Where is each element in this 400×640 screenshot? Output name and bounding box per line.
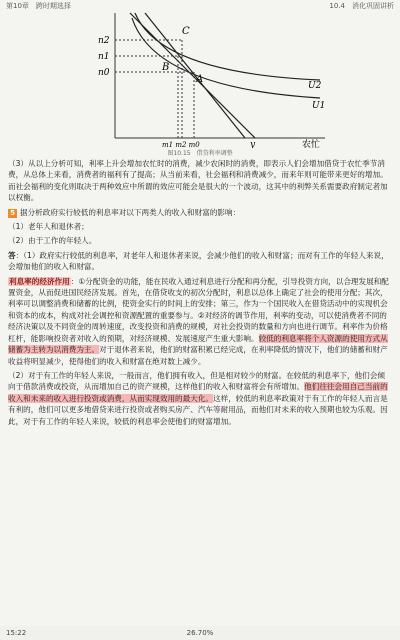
paragraph-interest-role — [8, 276, 392, 367]
label-n2: n2 — [98, 36, 110, 46]
x-axis-title: 农忙 — [302, 140, 321, 148]
budget-line-figure — [70, 8, 340, 148]
answer-block: 答：（1）政府实行较低的利息率，对老年人和退休者来说，会减少他们的收入和财富；而对有工作的年轻人来说，会增加他们的收入和财富。 — [8, 250, 389, 272]
question-line — [8, 207, 392, 218]
young-workers-conclusion: 这样，较低的利息率政策对于有工作的年轻人而言是有利的，他们可以更多地借贷来进行投资或者购买房产、汽车等耐用品，而他们对未来的收入预期也较为乐观。因此，对于有工作的年轻人来说，较低的利息率会使他们的财富增加。 — [8, 393, 388, 426]
question-number-badge: 5 — [8, 209, 17, 218]
figure-caption: 图10.15 借贷利率调整 — [167, 150, 233, 157]
label-n1: n1 — [98, 52, 110, 62]
interest-role-text: ：①分配资金的功能，能在民收入通过利息进行分配和再分配，引导投资方向，以合理发展和配置资金，从而促进国民经济发展。首先，在借贷收支的初次分配时，利息以总体上确定了社会的使用分配；其次，利率可以调整消费和储蓄的比例，使资金实行的时间上的安排；第三，作为一个国民收入在借贷活动中的实现机会和资本的成本，构成对社会调控和资源配置的重要参与。②对经济的调节作用，利率的变动，可以使消费者不同的经济决策以及不同资金的周转速度，改变投资和消费的规模，对社会投资的数量和方向也进行调节。利率作为价格杠杆，能影响投资者对收入的预期，对经济规模、发展速度产生重大影响。 — [8, 276, 389, 343]
retiree-text: 对于退休者来说，他们的财富积累已经完成，在利率降低的情况下，他们的储蓄和财产收益将明显减少，使得他们的收入和财富在绝对数上减少。 — [8, 345, 388, 366]
label-point-c: C — [182, 26, 190, 37]
answer-text: （1）政府实行较低的利息率，对老年人和退休者来说，会减少他们的收入和财富；而对有工作的年轻人来说，会增加他们的收入和财富。 — [8, 250, 389, 272]
question-item-b: （2）由于工作的年轻人。 — [8, 236, 97, 246]
paragraph-young-workers — [8, 370, 392, 427]
clock: 15:22 — [6, 629, 27, 637]
label-point-b: B — [162, 62, 170, 73]
highlight-text-2: 他们往往会用自己当前的收入和未来的收入进行投资或消费，从而实现效用的最大化。 — [8, 382, 388, 403]
indifference-curve-u1 — [132, 18, 320, 98]
answer-label: 答 — [8, 250, 16, 260]
chapter-title: 第10章 跨时期选择 — [6, 2, 71, 10]
young-workers-text: （2）对于有工作的年轻人来说，一般而言，他们拥有收入，但是相对较少的财富。在较低的利息率下，他们会倾向于借款消费或投资，从而增加自己的资产规模，这样他们的收入和财富将会有所增加。 — [8, 370, 385, 392]
document-body — [8, 158, 392, 626]
reading-progress: 26.70% — [186, 629, 214, 637]
budget-line-2 — [145, 13, 245, 138]
highlight-text-1: 较低的利息率将个人资源的使用方式从储蓄为主转为以消费为主。 — [8, 333, 388, 355]
paragraph-conclusion: （3）从以上分析可知，利率上升会增加农忙时的消费，减少农闲时的消费，即表示人们会增加借贷于农忙季节消费，从总体上来看，消费者的福利有了提高；从当前来看，社会福利和消费减少，而来年则可能带来更好的增加。而社会福利的变化则取决于两种效应中所谓的效应可能会是很大的一个波动，这其中的利弊关系需要政府制定者加以权衡。 — [8, 159, 388, 203]
bottom-status-bar — [0, 626, 400, 640]
term-highlight: 利息率的经济作用 — [9, 276, 70, 286]
label-n0: n0 — [98, 68, 110, 78]
question-text: 据分析政府实行较低的利息率对以下两类人的收入和财富的影响： — [20, 207, 241, 217]
budget-line-1 — [130, 13, 255, 138]
label-u1: U1 — [312, 101, 326, 111]
question-item-a: （1）老年人和退休者； — [8, 222, 89, 232]
label-y: y — [250, 140, 256, 148]
label-u2: U2 — [308, 81, 322, 91]
label-point-a: A — [196, 74, 204, 85]
label-m: m1 m2 m0 — [162, 141, 200, 148]
section-title: 10.4 消化巩固讲析 — [329, 2, 394, 10]
